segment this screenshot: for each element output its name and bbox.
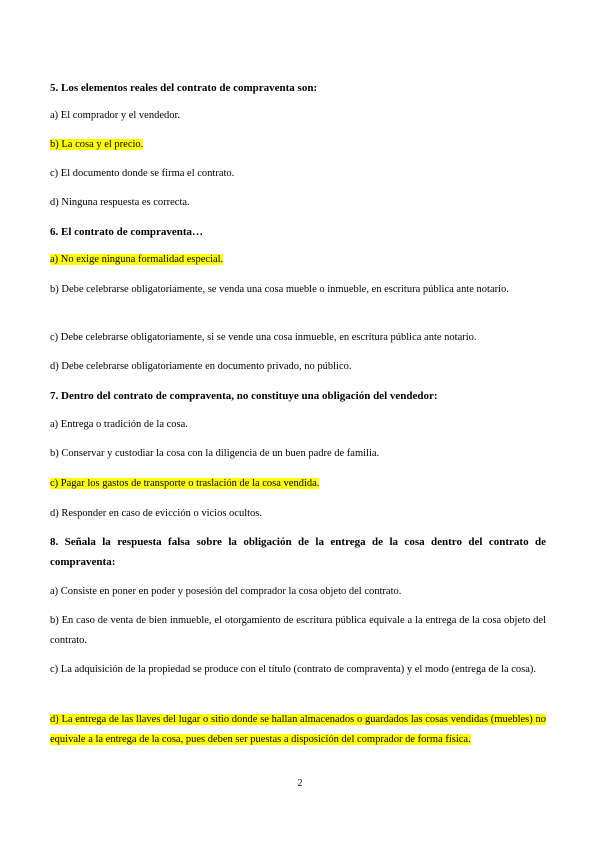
question-8-option-a: a) Consiste en poner en poder y posesión del comprador la cosa objeto del contrato. [50, 586, 402, 597]
question-5-option-a: a) El comprador y el vendedor. [50, 110, 181, 121]
question-8-title: 8. Señala la respuesta falsa sobre la obligación de la entrega de la cosa dentro del contrato de compraventa: [50, 536, 546, 568]
question-6-option-a [50, 250, 546, 270]
question-5-option-c: c) El documento donde se firma el contrato. [50, 168, 235, 179]
question-6-option-d: d) Debe celebrarse obligatoriamente en documento privado, no público. [50, 361, 352, 372]
question-5-option-d: d) Ninguna respuesta es correcta. [50, 197, 190, 208]
question-6-title: 6. El contrato de compraventa… [50, 226, 204, 238]
question-7-option-d: d) Responder en caso de evicción o vicios ocultos. [50, 508, 262, 519]
question-5-title: 5. Los elementos reales del contrato de compraventa son: [50, 82, 318, 94]
highlighted-answer: d) La entrega de las llaves del lugar o sitio donde se hallan almacenados o guardados las cosas vendidas (muebles) no equivale a la entrega de la cosa, pues deben ser puestas a disposición del comprador de forma física. [50, 714, 546, 745]
question-7-option-a: a) Entrega o tradición de la cosa. [50, 419, 188, 430]
highlighted-answer: a) No exige ninguna formalidad especial. [50, 254, 224, 265]
question-8-option-c: c) La adquisición de la propiedad se produce con el título (contrato de compraventa) y el modo (entrega de la cosa). [50, 664, 537, 675]
question-8-option-d [50, 710, 546, 750]
question-8-option-b: b) En caso de venta de bien inmueble, el otorgamiento de escritura pública equivale a la entrega de la cosa objeto del contrato. [50, 615, 546, 646]
page-number: 2 [297, 778, 303, 789]
question-6-option-b: b) Debe celebrarse obligatoriamente, se venda una cosa mueble o inmueble, en escritura pública ante notario. [50, 284, 509, 295]
question-7-option-c [50, 474, 546, 494]
question-6-option-c: c) Debe celebrarse obligatoriamente, si se vende una cosa inmueble, en escritura pública ante notario. [50, 332, 477, 343]
question-5-option-b [50, 135, 546, 155]
question-7-option-b: b) Conservar y custodiar la cosa con la diligencia de un buen padre de familia. [50, 448, 380, 459]
highlighted-answer: c) Pagar los gastos de transporte o traslación de la cosa vendida. [50, 478, 320, 489]
question-7-title: 7. Dentro del contrato de compraventa, no constituye una obligación del vendedor: [50, 390, 438, 402]
highlighted-answer: b) La cosa y el precio. [50, 139, 144, 150]
